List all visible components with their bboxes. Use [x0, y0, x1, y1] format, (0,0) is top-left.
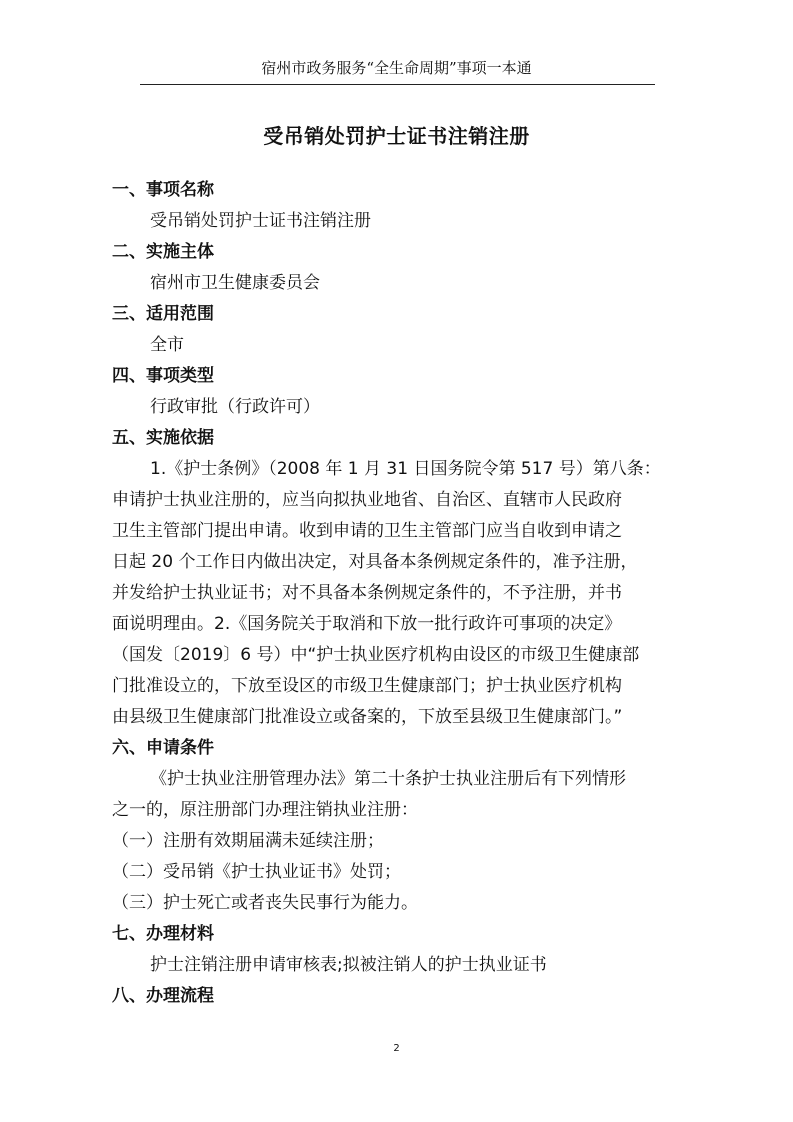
section-2-value: 宿州市卫生健康委员会: [150, 273, 320, 293]
basis-line-7: （国发〔2019〕6 号）中“护士执业医疗机构由设区的市级卫生健康部: [112, 645, 640, 665]
basis-line-3: 卫生主管部门提出申请。收到申请的卫生主管部门应当自收到申请之: [112, 521, 622, 541]
document-title: 受吊销处罚护士证书注销注册: [263, 124, 530, 148]
section-4-value: 行政审批（行政许可）: [150, 397, 320, 417]
basis-line-1: 1.《护士条例》（2008 年 1 月 31 日国务院令第 517 号）第八条：: [150, 459, 661, 479]
section-8-heading: 八、办理流程: [112, 986, 214, 1006]
condition-item-2: （二）受吊销《护士执业证书》处罚；: [112, 862, 401, 882]
section-1-heading: 一、事项名称: [112, 180, 214, 200]
section-4-heading: 四、事项类型: [112, 366, 214, 386]
section-7-heading: 七、办理材料: [112, 924, 214, 944]
section-3-value: 全市: [150, 335, 184, 355]
header-rule: [140, 84, 655, 85]
section-7-value: 护士注销注册申请审核表;拟被注销人的护士执业证书: [150, 955, 547, 975]
section-2-heading: 二、实施主体: [112, 242, 214, 262]
running-header: 宿州市政务服务“全生命周期”事项一本通: [261, 59, 532, 77]
condition-line-2: 之一的，原注册部门办理注销执业注册：: [112, 800, 418, 820]
section-6-heading: 六、申请条件: [112, 738, 214, 758]
basis-line-6: 面说明理由。2.《国务院关于取消和下放一批行政许可事项的决定》: [112, 614, 622, 634]
basis-line-8: 门批准设立的，下放至设区的市级卫生健康部门；护士执业医疗机构: [112, 676, 622, 696]
basis-line-9: 由县级卫生健康部门批准设立或备案的，下放至县级卫生健康部门。”: [112, 707, 623, 727]
basis-line-2: 申请护士执业注册的，应当向拟执业地省、自治区、直辖市人民政府: [112, 490, 622, 510]
section-5-heading: 五、实施依据: [112, 428, 214, 448]
condition-item-3: （三）护士死亡或者丧失民事行为能力。: [112, 893, 418, 913]
page-number: 2: [393, 1043, 400, 1054]
condition-item-1: （一）注册有效期届满未延续注册；: [112, 831, 384, 851]
section-1-value: 受吊销处罚护士证书注销注册: [150, 211, 371, 231]
basis-line-5: 并发给护士执业证书；对不具备本条例规定条件的，不予注册，并书: [112, 583, 622, 603]
condition-line-1: 《护士执业注册管理办法》第二十条护士执业注册后有下列情形: [150, 769, 626, 789]
basis-line-4: 日起 20 个工作日内做出决定，对具备本条例规定条件的，准予注册，: [112, 552, 638, 572]
section-3-heading: 三、适用范围: [112, 304, 214, 324]
